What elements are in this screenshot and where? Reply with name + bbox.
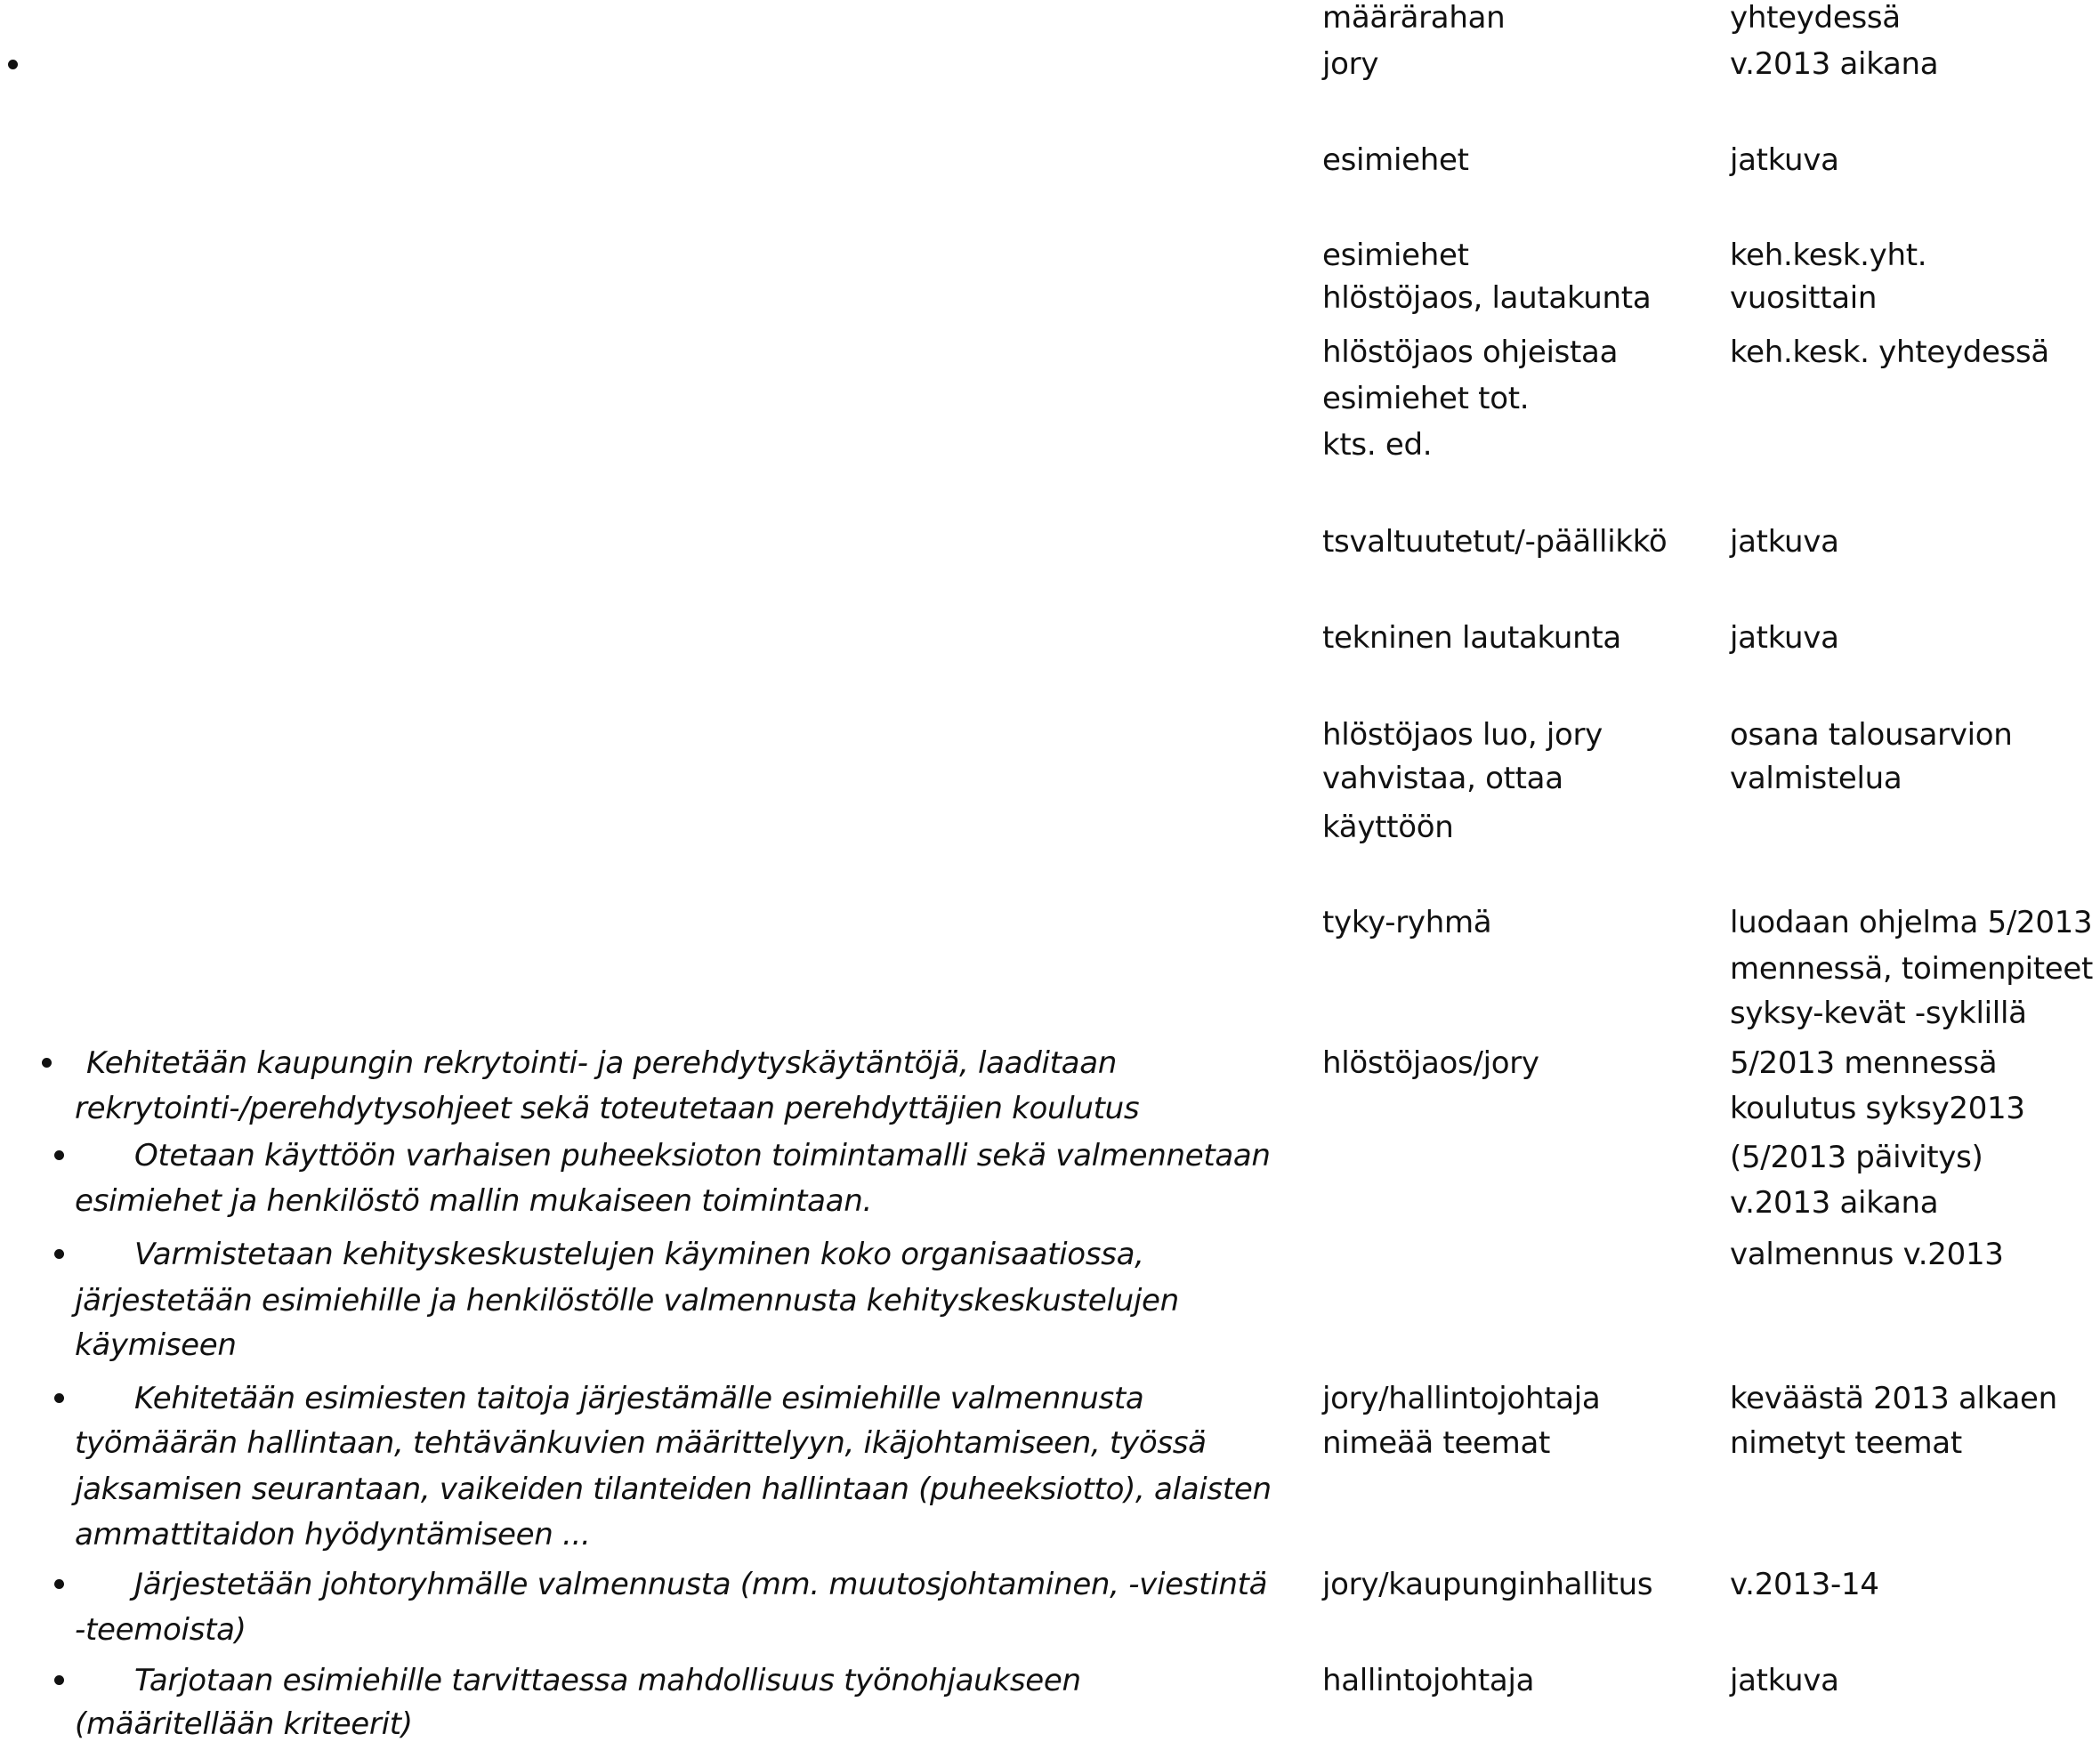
when-cell: vuosittain xyxy=(1730,280,1878,316)
when-cell: syksy-kevät -syklillä xyxy=(1730,996,2027,1031)
measure-text: (määritellään kriteerit) xyxy=(75,1706,413,1742)
who-cell: hlöstöjaos luo, jory xyxy=(1322,717,1603,753)
who-cell: tsvaltuutetut/-päällikkö xyxy=(1322,524,1668,560)
bullet-icon xyxy=(42,1058,52,1068)
who-cell: jory/hallintojohtaja xyxy=(1322,1381,1601,1416)
when-cell: jatkuva xyxy=(1730,1663,1839,1698)
when-cell: luodaan ohjelma 5/2013 xyxy=(1730,905,2093,940)
measure-text: Kehitetään kaupungin rekrytointi- ja perehdytyskäytäntöjä, laaditaan xyxy=(86,1045,1117,1081)
measure-text: Otetaan käyttöön varhaisen puheeksioton toimintamalli sekä valmennetaan xyxy=(134,1138,1271,1173)
who-cell: esimiehet tot. xyxy=(1322,381,1530,416)
bullet-icon xyxy=(54,1249,64,1259)
bullet-icon xyxy=(54,1579,64,1589)
who-cell: hallintojohtaja xyxy=(1322,1663,1535,1698)
when-cell: 5/2013 mennessä xyxy=(1730,1045,1998,1081)
who-cell: tekninen lautakunta xyxy=(1322,620,1621,656)
when-cell: osana talousarvion xyxy=(1730,717,2013,753)
measure-text: jaksamisen seurantaan, vaikeiden tilanteiden hallintaan (puheeksiotto), alaisten xyxy=(75,1472,1272,1507)
when-cell: jatkuva xyxy=(1730,142,1839,178)
when-cell: v.2013 aikana xyxy=(1730,1185,1939,1221)
bullet-icon xyxy=(8,60,18,69)
when-cell: v.2013-14 xyxy=(1730,1567,1879,1602)
who-cell: hlöstöjaos, lautakunta xyxy=(1322,280,1652,316)
bullet-icon xyxy=(54,1675,64,1685)
who-cell: hlöstöjaos ohjeistaa xyxy=(1322,335,1619,370)
when-cell: (5/2013 päivitys) xyxy=(1730,1140,1983,1175)
who-cell: kts. ed. xyxy=(1322,427,1433,463)
measure-text: Järjestetään johtoryhmälle valmennusta (mm. muutosjohtaminen, -viestintä xyxy=(134,1567,1268,1602)
who-cell: nimeää teemat xyxy=(1322,1425,1551,1461)
measure-text: ammattitaidon hyödyntämiseen ... xyxy=(75,1517,591,1552)
when-cell: koulutus syksy2013 xyxy=(1730,1091,2025,1126)
measure-text: järjestetään esimiehille ja henkilöstölle valmennusta kehityskeskustelujen xyxy=(75,1283,1179,1319)
bullet-icon xyxy=(54,1393,64,1403)
bullet-icon xyxy=(54,1150,64,1160)
who-cell: vahvistaa, ottaa xyxy=(1322,761,1563,796)
when-cell: yhteydessä xyxy=(1730,0,1901,36)
when-cell: keh.kesk. yhteydessä xyxy=(1730,335,2049,370)
when-cell: valmistelua xyxy=(1730,761,1902,796)
who-cell: määrärahan xyxy=(1322,0,1506,36)
when-cell: valmennus v.2013 xyxy=(1730,1237,2004,1272)
measure-text: työmäärän hallintaan, tehtävänkuvien määrittelyyn, ikäjohtamiseen, työssä xyxy=(75,1425,1207,1461)
who-cell: jory xyxy=(1322,46,1379,82)
who-cell: esimiehet xyxy=(1322,238,1469,273)
measure-text: rekrytointi-/perehdytysohjeet sekä toteutetaan perehdyttäjien koulutus xyxy=(75,1091,1140,1126)
when-cell: mennessä, toimenpiteet xyxy=(1730,951,2094,987)
when-cell: v.2013 aikana xyxy=(1730,46,1939,82)
when-cell: keh.kesk.yht. xyxy=(1730,238,1927,273)
who-cell: käyttöön xyxy=(1322,810,1454,845)
when-cell: nimetyt teemat xyxy=(1730,1425,1962,1461)
when-cell: keväästä 2013 alkaen xyxy=(1730,1381,2057,1416)
who-cell: esimiehet xyxy=(1322,142,1469,178)
measure-text: Tarjotaan esimiehille tarvittaessa mahdollisuus työnohjaukseen xyxy=(134,1663,1081,1698)
measure-text: esimiehet ja henkilöstö mallin mukaiseen toimintaan. xyxy=(75,1183,872,1219)
when-cell: jatkuva xyxy=(1730,620,1839,656)
who-cell: tyky-ryhmä xyxy=(1322,905,1492,940)
measure-text: käymiseen xyxy=(75,1327,237,1363)
measure-text: Kehitetään esimiesten taitoja järjestämälle esimiehille valmennusta xyxy=(134,1381,1144,1416)
measure-text: Varmistetaan kehityskeskustelujen käyminen koko organisaatiossa, xyxy=(134,1237,1144,1272)
who-cell: hlöstöjaos/jory xyxy=(1322,1045,1539,1081)
when-cell: jatkuva xyxy=(1730,524,1839,560)
measure-text: -teemoista) xyxy=(75,1612,246,1648)
who-cell: jory/kaupunginhallitus xyxy=(1322,1567,1653,1602)
